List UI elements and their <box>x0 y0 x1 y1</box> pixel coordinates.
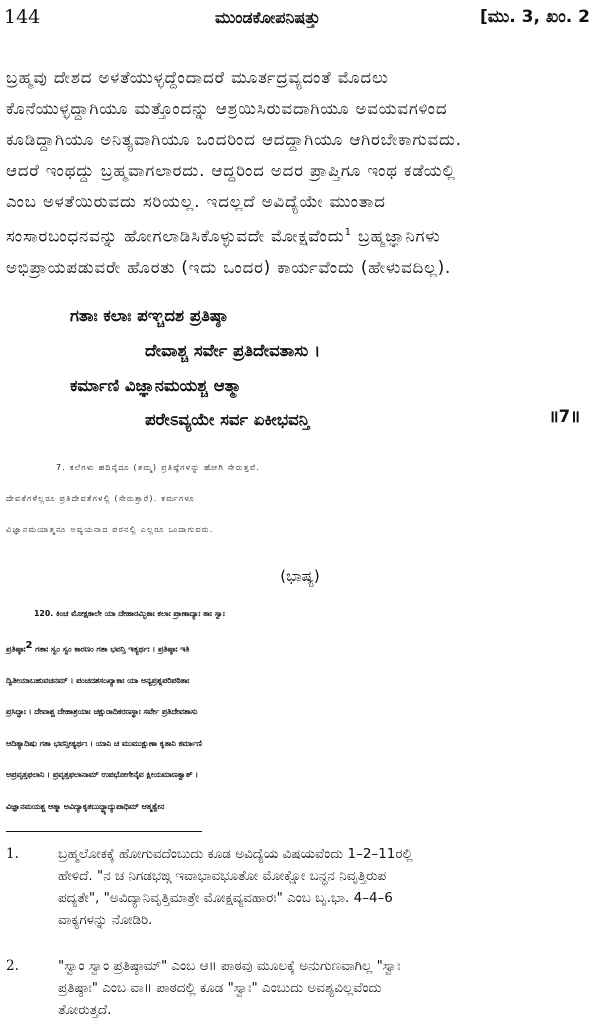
verse-line-1: ಗತಾಃ ಕಲಾಃ ಪಞ್ಚದಶ ಪ್ರತಿಷ್ಠಾ <box>70 306 227 325</box>
intro-line-tail: ಬ್ರಹ್ಮಜ್ಞಾನಿಗಳು <box>358 226 441 246</box>
section-reference: [ಮು. 3, ಖಂ. 2 <box>479 7 590 27</box>
intro-line-text: ಸಂಸಾರಬಂಧನವನ್ನು ಹೋಗಲಾಡಿಸಿಕೊಳ್ಳುವದೇ ಮೋಕ್ಷವೆಂದು <box>6 226 345 246</box>
footnote-1 <box>0 843 600 933</box>
verse-line-3: ಕರ್ಮಾಣಿ ವಿಜ್ಞಾನಮಯಶ್ಚ ಆತ್ಮಾ <box>70 376 242 395</box>
verse-line-4: ಪರೇಽವ್ಯಯೇ ಸರ್ವ ಏಕೀಭವನ್ತಿ <box>145 410 310 429</box>
commentary-line: ಪ್ರಸಿದ್ಧಾಃ । ದೇವಾಶ್ಚ ದೇಹಾಶ್ರಯಾಃ ಚಕ್ಷುರಾದಿಕರಣಸ್ಥಾಃ ಸರ್ವೇ ಪ್ರತಿದೇವತಾಸು <box>6 707 198 717</box>
commentary-line: ದ್ವಿತೀಯಾಬಹುವಚನಮ್ । ಪಂಚದಶಸಂಖ್ಯಾಕಾಃ ಯಾ ಅನ್ಯಪ್ರಶ್ನಪರಿಪಠಿತಾಃ <box>6 675 190 685</box>
verse-line-2: ದೇವಾಶ್ಚ ಸರ್ವೇ ಪ್ರತಿದೇವತಾಸು । <box>145 341 321 360</box>
translation-block <box>6 452 596 545</box>
intro-line-with-footnote <box>6 217 594 252</box>
intro-line: ಕೂಡಿದ್ದಾಗಿಯೂ ಅನಿತ್ಯವಾಗಿಯೂ ಒಂದರಿಂದ ಆದದ್ದಾಗಿಯೂ ಆಗಿರಬೇಕಾಗುವದು. <box>6 130 462 149</box>
commentary-line: 120. ಕಿಂಚ ಮೋಕ್ಷಕಾಲೇ ಯಾ ದೇಹಾರಮ್ಭಿಕಾಃ ಕಲಾಃ ಪ್ರಾಣಾದ್ಯಾಃ ತಾಃ ಸ್ವಾಃ <box>34 609 225 618</box>
intro-line: ಎಂಬ ಅಳತೆಯಿರುವದು ಸರಿಯಲ್ಲ. ಇದಲ್ಲದೆ ಅವಿದ್ಯೆಯೇ ಮುಂತಾದ <box>6 192 386 211</box>
footnote-line: ಬ್ರಹ್ಮಲೋಕಕ್ಕೆ ಹೋಗುವದೆಂಬುದು ಕೂಡ ಅವಿದ್ಯೆಯ ವಿಷಯವೆಂದು 1–2–11ರಲ್ಲಿ <box>58 846 413 862</box>
intro-line: ಆದರೆ ಇಂಥದ್ದು ಬ್ರಹ್ಮವಾಗಲಾರದು. ಆದ್ದರಿಂದ ಅದರ ಪ್ರಾಪ್ತಿಗೂ ಇಂಥ ಕಡೆಯಲ್ಲಿ <box>6 161 456 180</box>
footnote-line: ಹೇಳಿದೆ. "ನ ಚ ನಿಗಡಭಙ್ಗ ಇವಾಭಾವಭೂತೋ ಮೋಕ್ಷೋ ಬನ್ಧನ ನಿವೃತ್ತಿರುಪ <box>58 868 387 884</box>
intro-line: ಕೊನೆಯುಳ್ಳದ್ದಾಗಿಯೂ ಮತ್ತೊಂದನ್ನು ಆಶ್ರಯಿಸಿರುವದಾಗಿಯೂ ಅವಯವಗಳಿಂದ <box>6 99 448 118</box>
footnote-text <box>58 955 401 1021</box>
footnote-2 <box>0 955 600 1025</box>
translation-line: 7. ಕಲೆಗಳು ಹದಿನೈದೂ (ತಮ್ಮ) ಪ್ರತಿಷ್ಠೆಗಳನ್ನು ಹೋಗಿ ಸೇರುತ್ತವೆ. <box>56 463 261 472</box>
footnote-divider <box>6 831 202 832</box>
running-title: ಮುಂಡಕೋಪನಿಷತ್ತು <box>215 8 321 27</box>
footnote-number: 2. <box>6 958 19 974</box>
commentary-line-tail: ಗತಾಃ ಸ್ವಂ ಸ್ವಂ ಕಾರಣಂ ಗತಾ ಭವನ್ತಿ ಇತ್ಯರ್ಥಃ । ಪ್ರತಿಷ್ಠಾಃ ಇತಿ <box>35 644 190 654</box>
intro-line: ಅಭಿಪ್ರಾಯಪಡುವರೇ ಹೊರತು (ಇದು ಒಂದರ) ಕಾರ್ಯವೆಂದು (ಹೇಳುವದಿಲ್ಲ). <box>6 257 452 277</box>
footnote-ref-2: 2 <box>25 639 33 651</box>
page-header <box>0 4 600 34</box>
footnote-text <box>58 843 413 931</box>
commentary-line-with-footnote <box>6 630 596 665</box>
verse-number: ॥7॥ <box>548 407 580 426</box>
footnote-line: ವಾಕ್ಯಗಳನ್ನು ನೋಡಿರಿ. <box>58 912 153 928</box>
footnote-line: ಪದ್ಯತೇ", "ಅವಿದ್ಯಾನಿವೃತ್ತಿಮಾತ್ರೇ ಮೋಕ್ಷವ್ಯವಹಾರಃ" ಎಂಬ ಬೃ.ಭಾ. 4–4–6 <box>58 890 393 906</box>
commentary-line-text: ಪ್ರತಿಷ್ಠಾಃ <box>6 644 26 654</box>
footnote-line: "ಸ್ವಾಂ ಸ್ವಾಂ ಪ್ರತಿಷ್ಠಾಮ್" ಎಂಬ ಆ॥ ಪಾಠವು ಮೂಲಕ್ಕೆ ಅನುಗುಣವಾಗಿಲ್ಲ "ಸ್ವಾಃ <box>58 958 401 974</box>
intro-line: ಬ್ರಹ್ಮವು ದೇಶದ ಅಳತೆಯುಳ್ಳದ್ದೆಂದಾದರೆ ಮೂರ್ತದ್ರವ್ಯದಂತೆ ಮೊದಲು <box>6 68 389 87</box>
commentary-line: ವಿಜ್ಞಾನಮಯಶ್ಚ ಆತ್ಮಾ ಅವಿದ್ಯಾಕೃತಬುದ್ಧ್ಯಾದ್ಯುಪಾಧಿಮ್ ಆತ್ಮತ್ವೇನ <box>6 801 165 811</box>
footnote-ref-1: 1 <box>344 227 352 238</box>
commentary-block <box>6 598 596 822</box>
commentary-line: ಅಪ್ರವೃತ್ತಫಲಾನಿ । ಪ್ರವೃತ್ತಫಲಾನಾಮ್ ಉಪಭೋಗೇನೈವ ಕ್ಷೀಯಮಾಣತ್ವಾತ್ । <box>6 770 199 780</box>
commentary-line: ಆದಿತ್ಯಾದಿಷು ಗತಾ ಭವನ್ತೀತ್ಯರ್ಥಃ । ಯಾನಿ ಚ ಮುಮುಕ್ಷುಣಾ ಕೃತಾನಿ ಕರ್ಮಾಣಿ <box>6 738 202 748</box>
footnote-line: ತೋರುತ್ತದೆ. <box>58 1002 112 1018</box>
footnote-number: 1. <box>6 846 19 862</box>
translation-line: ದೇವತೆಗಳೆಲ್ಲರೂ ಪ್ರತಿದೇವತೆಗಳಲ್ಲಿ (ಸೇರುತ್ತಾರೆ). ಕರ್ಮಗಳೂ <box>6 494 195 503</box>
footnote-line: ಪ್ರತಿಷ್ಠಾಃ" ಎಂಬ ವಾ॥ ಪಾಠದಲ್ಲಿ ಕೂಡ "ಸ್ವಾಃ" ಎಂಬುದು ಅವಶ್ಯವಿಲ್ಲವೆಂದು <box>58 980 382 996</box>
translation-line: ವಿಜ್ಞಾನಮಯಾತ್ಮನೂ ಅವ್ಯಯನಾದ ಪರನಲ್ಲಿ ಎಲ್ಲರೂ ಒಂದಾಗುವರು. <box>6 525 214 534</box>
page-number: 144 <box>4 6 41 28</box>
intro-paragraph <box>6 62 594 283</box>
bhashya-heading: (ಭಾಷ್ಯ) <box>280 567 320 585</box>
